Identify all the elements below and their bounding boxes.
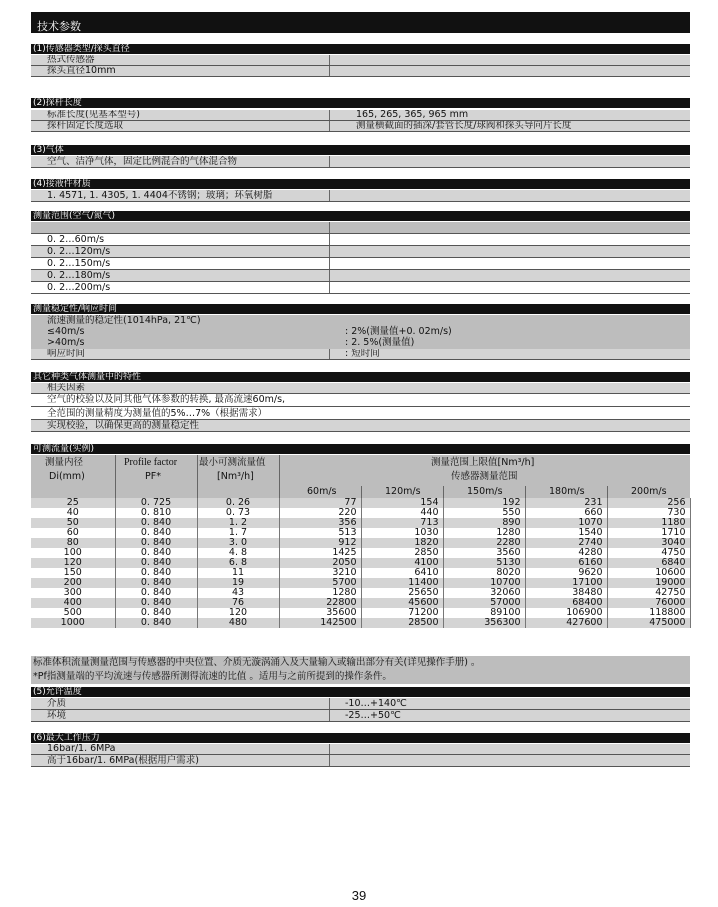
max-flow-cell: 3210 [279, 568, 361, 578]
min-flow-cell: 76 [197, 598, 279, 608]
max-flow-cell: 2050 [279, 558, 361, 568]
min-flow-cell: 11 [197, 568, 279, 578]
speed-header-row: 60m/s 120m/s 150m/s 180m/s 200m/s [31, 486, 690, 498]
diameter-cell: 100 [31, 548, 115, 558]
section-10-header: (6)最大工作压力 [31, 733, 690, 743]
max-flow-cell: 35600 [279, 608, 361, 618]
list-item: 探头直径10mm [31, 66, 690, 77]
footnote-2: *Pf指测量端的平均流速与传感器所测得流速的比值 。适用与之前所提到的操作条件。 [31, 670, 690, 684]
pf-cell: 0. 840 [115, 548, 197, 558]
diameter-cell: 500 [31, 608, 115, 618]
max-flow-cell: 32060 [443, 588, 525, 598]
max-flow-cell: 440 [361, 508, 443, 518]
max-flow-cell: 22800 [279, 598, 361, 608]
list-item: 响应时间 : 短时间 [31, 349, 690, 360]
max-flow-cell: 1425 [279, 548, 361, 558]
min-flow-cell: 120 [197, 608, 279, 618]
max-flow-cell: 1070 [525, 518, 607, 528]
min-flow-cell: 480 [197, 618, 279, 628]
max-flow-cell: 42750 [607, 588, 690, 598]
max-flow-cell: 25650 [361, 588, 443, 598]
min-flow-cell: 3. 0 [197, 538, 279, 548]
diameter-cell: 60 [31, 528, 115, 538]
max-flow-cell: 2740 [525, 538, 607, 548]
max-flow-cell: 6160 [525, 558, 607, 568]
section-7-header: 其它种类气体测量中的特性 [31, 372, 690, 382]
stability-block: 流速测量的稳定性(1014hPa, 21℃) ≤40m/s >40m/s : 2%(测量值+0. 02m/s) : 2. 5%(测量值) [31, 315, 690, 349]
max-flow-cell: 17100 [525, 578, 607, 588]
max-flow-cell: 45600 [361, 598, 443, 608]
min-flow-cell: 0. 73 [197, 508, 279, 518]
list-item: 0. 2…200m/s [31, 282, 690, 294]
list-item: 标准长度(见基本型号) 165, 265, 365, 965 mm [31, 110, 690, 121]
table-row [31, 608, 690, 618]
list-item: 1. 4571, 1. 4305, 1. 4404不锈钢；玻璃；环氧树脂 [31, 190, 690, 202]
max-flow-cell: 1030 [361, 528, 443, 538]
max-flow-cell: 10600 [607, 568, 690, 578]
pf-cell: 0. 810 [115, 508, 197, 518]
list-item: 空气、洁净气体，固定比例混合的气体混合物 [31, 156, 690, 168]
list-item: 0. 2…120m/s [31, 246, 690, 258]
pf-cell: 0. 840 [115, 598, 197, 608]
max-flow-cell: 220 [279, 508, 361, 518]
max-flow-cell: 4280 [525, 548, 607, 558]
section-4-header: (4)接液件材质 [31, 179, 690, 189]
max-flow-cell: 154 [361, 498, 443, 508]
max-flow-cell: 550 [443, 508, 525, 518]
table-row [31, 518, 690, 528]
flow-table [31, 498, 691, 628]
list-item: 热式传感器 [31, 55, 690, 66]
diameter-cell: 80 [31, 538, 115, 548]
pf-cell: 0. 840 [115, 578, 197, 588]
spacer-row [31, 222, 690, 234]
list-item: 相关因素 [31, 383, 690, 394]
min-flow-cell: 43 [197, 588, 279, 598]
max-flow-cell: 4100 [361, 558, 443, 568]
max-flow-cell: 3040 [607, 538, 690, 548]
footnote-1: 标准体积流量测量范围与传感器的中央位置、介质无漩涡涌入及大量输入或输出部分有关(详见操作手册) 。 [31, 656, 690, 670]
table-row [31, 558, 690, 568]
section-2-header: (2)探杆长度 [31, 98, 690, 108]
list-item: 实现校验，以确保更高的测量稳定性 [31, 420, 690, 432]
table-row [31, 588, 690, 598]
max-flow-cell: 6410 [361, 568, 443, 578]
list-item: 空气的校验以及同其他气体参数的转换, 最高流速60m/s, [31, 394, 690, 407]
diameter-cell: 50 [31, 518, 115, 528]
max-flow-cell: 1540 [525, 528, 607, 538]
page-number: 39 [351, 888, 367, 903]
max-flow-cell: 6840 [607, 558, 690, 568]
section-8-header: 可测流量(实例) [31, 444, 690, 454]
max-flow-cell: 1180 [607, 518, 690, 528]
section-5-header: 测量范围(空气/氮气) [31, 211, 690, 221]
max-flow-cell: 38480 [525, 588, 607, 598]
flow-table-header: 测量内径 Di(mm) Profile factor PF* 最小可测流量值 [Nm³/h] 测量范围上限值[Nm³/h] 传感器测量范围 [31, 455, 690, 498]
list-item: 0. 2…180m/s [31, 270, 690, 282]
min-flow-cell: 6. 8 [197, 558, 279, 568]
list-item: 探杆固定长度选取 测量横截面的插深/套管长度/球阀和探头导向片长度 [31, 121, 690, 132]
max-flow-cell: 68400 [525, 598, 607, 608]
table-row [31, 618, 690, 628]
table-row [31, 508, 690, 518]
section-3-header: (3)气体 [31, 145, 690, 155]
max-flow-cell: 76000 [607, 598, 690, 608]
pf-cell: 0. 840 [115, 608, 197, 618]
max-flow-cell: 89100 [443, 608, 525, 618]
max-flow-cell: 77 [279, 498, 361, 508]
max-flow-cell: 912 [279, 538, 361, 548]
table-row [31, 538, 690, 548]
max-flow-cell: 118800 [607, 608, 690, 618]
max-flow-cell: 2280 [443, 538, 525, 548]
max-flow-cell: 57000 [443, 598, 525, 608]
table-row [31, 598, 690, 608]
max-flow-cell: 71200 [361, 608, 443, 618]
pf-cell: 0. 840 [115, 528, 197, 538]
diameter-cell: 300 [31, 588, 115, 598]
list-item: 0. 2…150m/s [31, 258, 690, 270]
max-flow-cell: 1280 [443, 528, 525, 538]
pf-cell: 0. 840 [115, 558, 197, 568]
diameter-cell: 1000 [31, 618, 115, 628]
max-flow-cell: 5130 [443, 558, 525, 568]
max-flow-cell: 4750 [607, 548, 690, 558]
list-item: 环境 -25…+50℃ [31, 710, 690, 722]
diameter-cell: 400 [31, 598, 115, 608]
max-flow-cell: 8020 [443, 568, 525, 578]
diameter-cell: 40 [31, 508, 115, 518]
max-flow-cell: 3560 [443, 548, 525, 558]
max-flow-cell: 2850 [361, 548, 443, 558]
table-row [31, 578, 690, 588]
table-row [31, 568, 690, 578]
list-item: 全范围的测量精度为测量值的5%…7%（根据需求） [31, 407, 690, 420]
table-row [31, 528, 690, 538]
max-flow-cell: 730 [607, 508, 690, 518]
max-flow-cell: 356 [279, 518, 361, 528]
diameter-cell: 25 [31, 498, 115, 508]
max-flow-cell: 1280 [279, 588, 361, 598]
list-item: 16bar/1. 6MPa [31, 744, 690, 755]
max-flow-cell: 28500 [361, 618, 443, 628]
min-flow-cell: 19 [197, 578, 279, 588]
diameter-cell: 150 [31, 568, 115, 578]
page-title: 技术参数 [31, 12, 690, 33]
list-item: 高于16bar/1. 6MPa(根据用户需求) [31, 755, 690, 767]
max-flow-cell: 5700 [279, 578, 361, 588]
max-flow-cell: 19000 [607, 578, 690, 588]
max-flow-cell: 427600 [525, 618, 607, 628]
pf-cell: 0. 725 [115, 498, 197, 508]
pf-cell: 0. 840 [115, 568, 197, 578]
max-flow-cell: 475000 [607, 618, 690, 628]
max-flow-cell: 142500 [279, 618, 361, 628]
pf-cell: 0. 840 [115, 538, 197, 548]
max-flow-cell: 356300 [443, 618, 525, 628]
max-flow-cell: 513 [279, 528, 361, 538]
max-flow-cell: 9620 [525, 568, 607, 578]
list-item: 介质 -10…+140℃ [31, 698, 690, 710]
pf-cell: 0. 840 [115, 588, 197, 598]
section-1-header: (1)传感器类型/探头直径 [31, 44, 690, 54]
min-flow-cell: 0. 26 [197, 498, 279, 508]
max-flow-cell: 713 [361, 518, 443, 528]
max-flow-cell: 256 [607, 498, 690, 508]
list-item: 0. 2…60m/s [31, 234, 690, 246]
pf-cell: 0. 840 [115, 618, 197, 628]
diameter-cell: 200 [31, 578, 115, 588]
max-flow-cell: 192 [443, 498, 525, 508]
section-6-header: 测量稳定性/响应时间 [31, 304, 690, 314]
max-flow-cell: 106900 [525, 608, 607, 618]
max-flow-cell: 1710 [607, 528, 690, 538]
table-row [31, 498, 690, 508]
max-flow-cell: 231 [525, 498, 607, 508]
max-flow-cell: 890 [443, 518, 525, 528]
min-flow-cell: 1. 2 [197, 518, 279, 528]
section-9-header: (5)允许温度 [31, 687, 690, 697]
pf-cell: 0. 840 [115, 518, 197, 528]
max-flow-cell: 660 [525, 508, 607, 518]
min-flow-cell: 1. 7 [197, 528, 279, 538]
min-flow-cell: 4. 8 [197, 548, 279, 558]
diameter-cell: 120 [31, 558, 115, 568]
table-row [31, 548, 690, 558]
max-flow-cell: 1820 [361, 538, 443, 548]
max-flow-cell: 10700 [443, 578, 525, 588]
max-flow-cell: 11400 [361, 578, 443, 588]
